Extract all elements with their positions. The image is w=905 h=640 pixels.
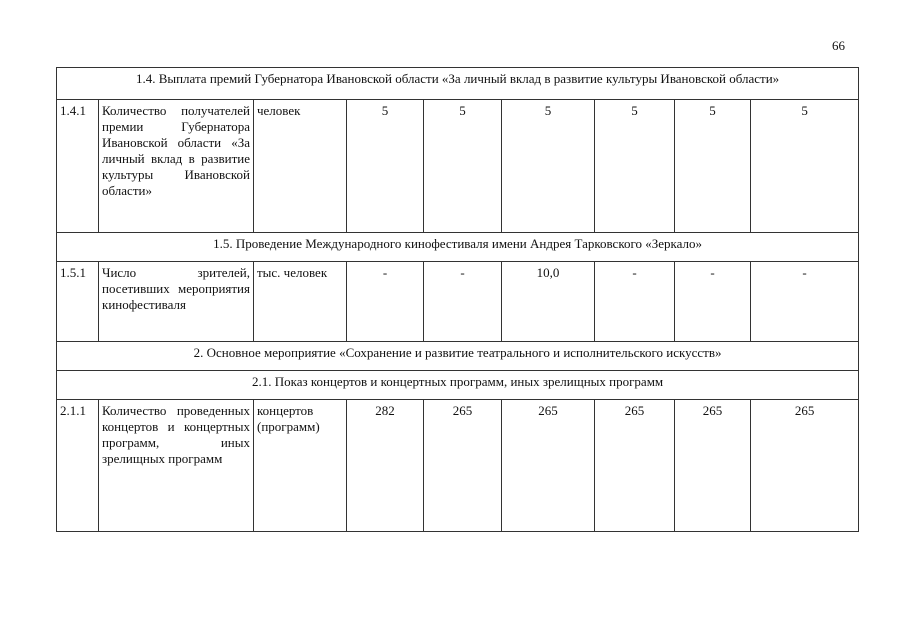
value-cell: 5 (347, 100, 424, 233)
value-cell: 5 (502, 100, 595, 233)
value-cell: 10,0 (502, 262, 595, 342)
value-cell: 265 (675, 400, 751, 532)
value-cell: - (595, 262, 675, 342)
value-cell: - (347, 262, 424, 342)
indicator-name: Количество проведенных концертов и концертных программ, иных зрелищных программ (99, 400, 254, 532)
unit-of-measure: концертов (программ) (254, 400, 347, 532)
row-code: 1.4.1 (57, 100, 99, 233)
indicators-table (56, 67, 859, 532)
unit-of-measure: человек (254, 100, 347, 233)
value-cell: - (424, 262, 502, 342)
value-cell: - (751, 262, 859, 342)
value-cell: 282 (347, 400, 424, 532)
section-row (57, 342, 859, 371)
indicator-name: Число зрителей, посетивших мероприятия кинофестиваля (99, 262, 254, 342)
value-cell: 5 (675, 100, 751, 233)
row-code: 1.5.1 (57, 262, 99, 342)
value-cell: 5 (424, 100, 502, 233)
section-row (57, 233, 859, 262)
section-row (57, 371, 859, 400)
section-heading: 1.5. Проведение Международного кинофестиваля имени Андрея Тарковского «Зеркало» (57, 233, 859, 262)
value-cell: 5 (751, 100, 859, 233)
unit-of-measure: тыс. человек (254, 262, 347, 342)
table-row (57, 400, 859, 532)
section-heading: 1.4. Выплата премий Губернатора Ивановской области «За личный вклад в развитие культуры Ивановской области» (57, 68, 859, 100)
section-row (57, 68, 859, 100)
indicator-name: Количество получателей премии Губернатора Ивановской области «За личный вклад в развитие культуры Ивановской области» (99, 100, 254, 233)
section-heading: 2. Основное мероприятие «Сохранение и развитие театрального и исполнительского искусств» (57, 342, 859, 371)
section-heading: 2.1. Показ концертов и концертных программ, иных зрелищных программ (57, 371, 859, 400)
value-cell: 265 (595, 400, 675, 532)
value-cell: 265 (751, 400, 859, 532)
table-row (57, 262, 859, 342)
value-cell: 265 (502, 400, 595, 532)
value-cell: 265 (424, 400, 502, 532)
page-number: 66 (832, 38, 845, 53)
table-row (57, 100, 859, 233)
row-code: 2.1.1 (57, 400, 99, 532)
value-cell: - (675, 262, 751, 342)
value-cell: 5 (595, 100, 675, 233)
